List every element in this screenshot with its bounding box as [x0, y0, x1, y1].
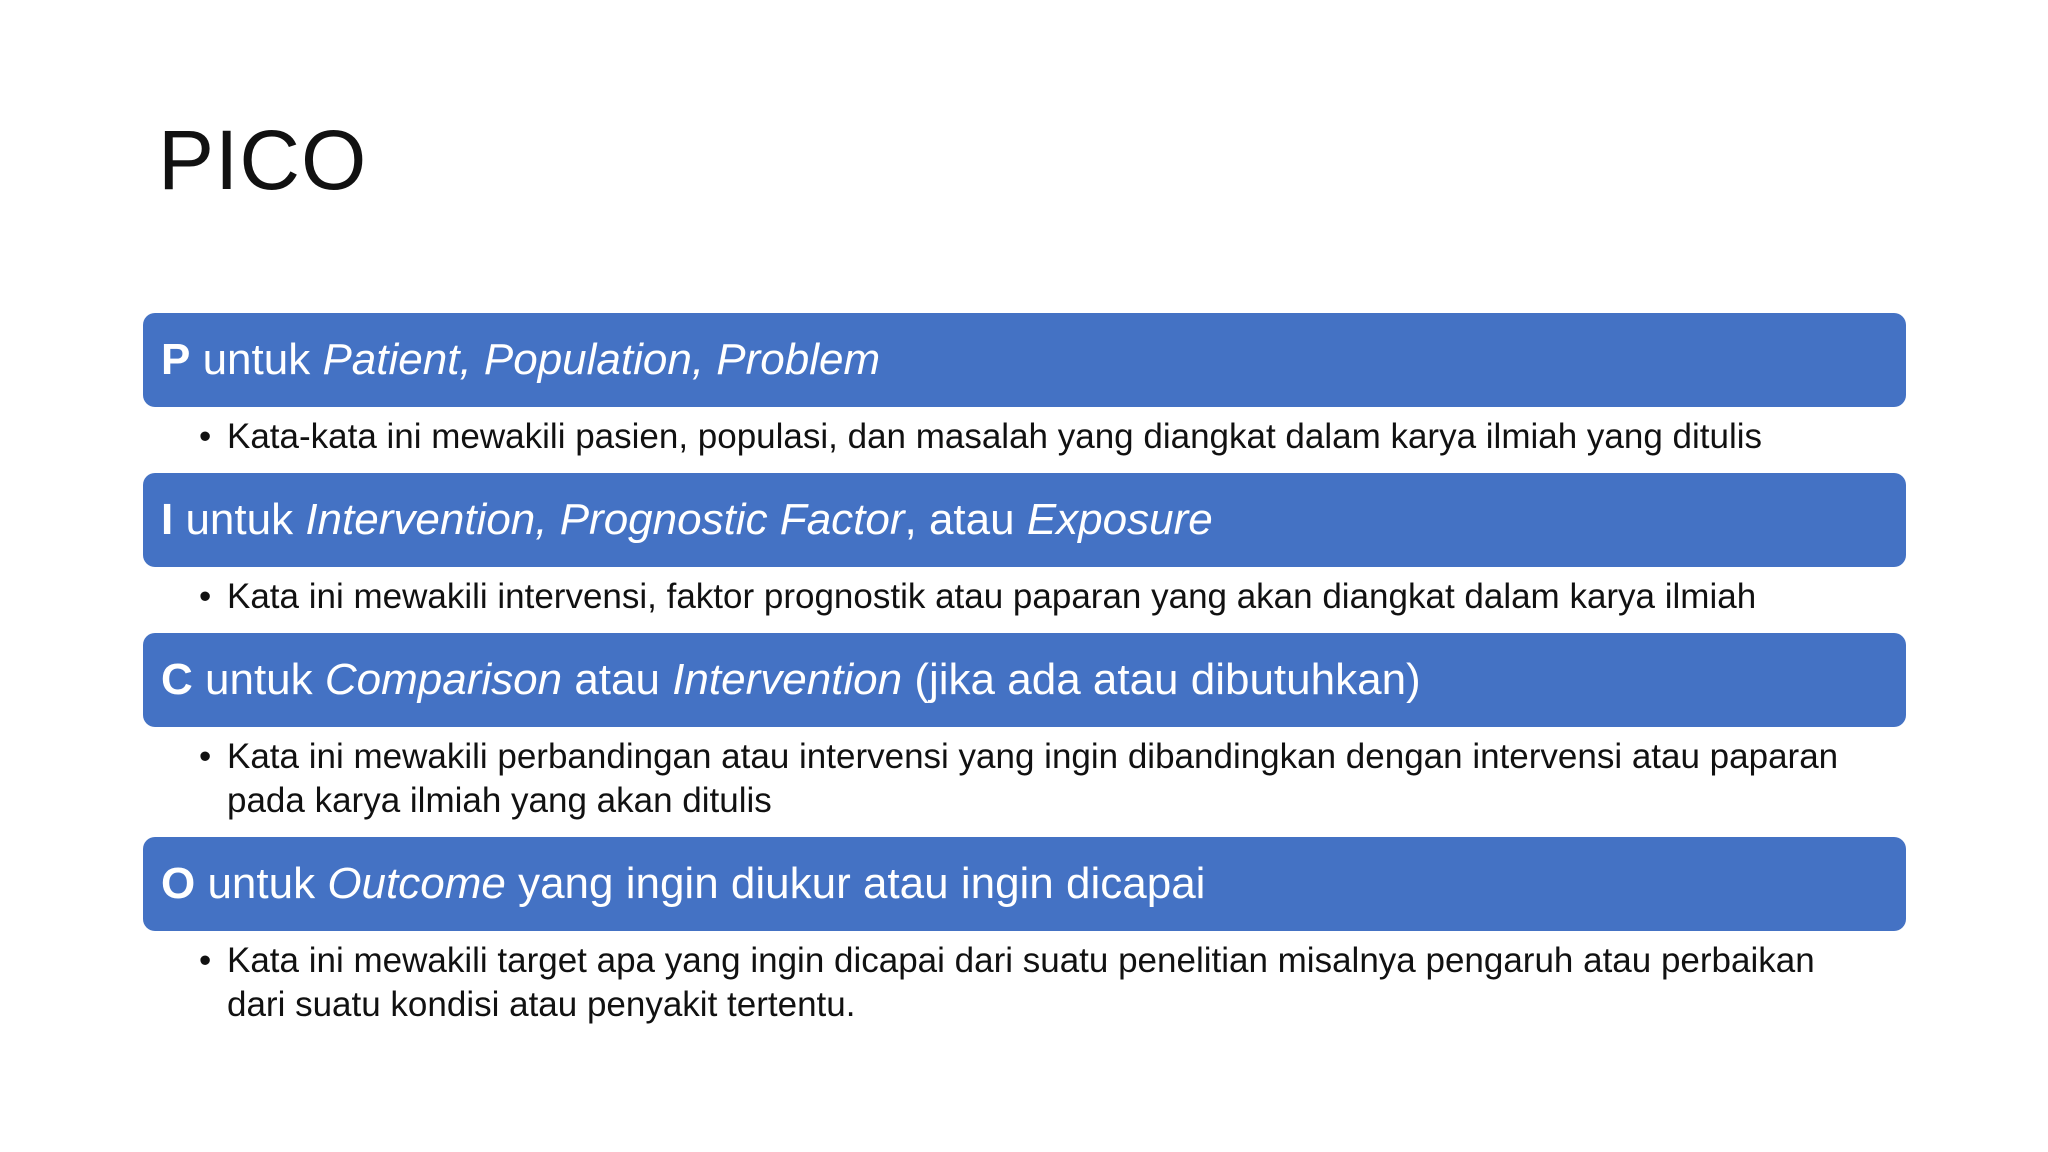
- pico-item-p: [143, 313, 1906, 473]
- pico-list: [143, 313, 1906, 1041]
- header-segment-italic: Comparison: [324, 655, 563, 704]
- pico-item-i: [143, 473, 1906, 633]
- bullet-dot-icon: •: [199, 577, 212, 616]
- header-segment: atau: [562, 655, 673, 704]
- bullet-dot-icon: •: [199, 737, 212, 776]
- pico-item-o: [143, 837, 1906, 1041]
- bullet-dot-icon: •: [199, 941, 212, 980]
- pico-description: Kata-kata ini mewakili pasien, populasi, dan masalah yang diangkat dalam karya ilmiah yang ditulis: [227, 417, 1763, 456]
- pico-header-p: [143, 313, 1906, 407]
- header-segment-italic: Patient, Population, Problem: [322, 335, 881, 384]
- header-segment-italic: Exposure: [1026, 495, 1213, 544]
- header-segment: yang ingin diukur atau ingin dicapai: [505, 859, 1206, 908]
- pico-letter: O: [161, 859, 196, 908]
- pico-bullet-p: [143, 407, 1906, 473]
- header-segment: untuk: [173, 495, 306, 544]
- pico-item-c: [143, 633, 1906, 837]
- bullet-dot-icon: •: [199, 417, 212, 456]
- header-segment: untuk: [192, 655, 325, 704]
- slide-title: PICO: [158, 113, 368, 207]
- pico-letter: C: [161, 655, 193, 704]
- pico-description: Kata ini mewakili intervensi, faktor prognostik atau paparan yang akan diangkat dalam karya ilmiah: [227, 577, 1757, 616]
- pico-letter: I: [161, 495, 174, 544]
- pico-bullet-c: [143, 727, 1906, 837]
- pico-description: Kata ini mewakili perbandingan atau intervensi yang ingin dibandingkan dengan intervensi atau paparan pada karya ilmiah yang akan ditulis: [227, 737, 1839, 820]
- header-segment: (jika ada atau dibutuhkan): [902, 655, 1421, 704]
- pico-description: Kata ini mewakili target apa yang ingin dicapai dari suatu penelitian misalnya pengaruh atau perbaikan dari suatu kondisi atau penyakit tertentu.: [227, 941, 1815, 1024]
- header-segment: untuk: [195, 859, 328, 908]
- pico-header-i: [143, 473, 1906, 567]
- header-segment: , atau: [904, 495, 1027, 544]
- pico-header-o: [143, 837, 1906, 931]
- pico-bullet-o: [143, 931, 1906, 1041]
- pico-header-c: [143, 633, 1906, 727]
- header-segment-italic: Intervention: [672, 655, 903, 704]
- pico-letter: P: [161, 335, 191, 384]
- header-segment-italic: Intervention, Prognostic Factor: [305, 495, 905, 544]
- pico-bullet-i: [143, 567, 1906, 633]
- header-segment: untuk: [190, 335, 323, 384]
- header-segment-italic: Outcome: [327, 859, 506, 908]
